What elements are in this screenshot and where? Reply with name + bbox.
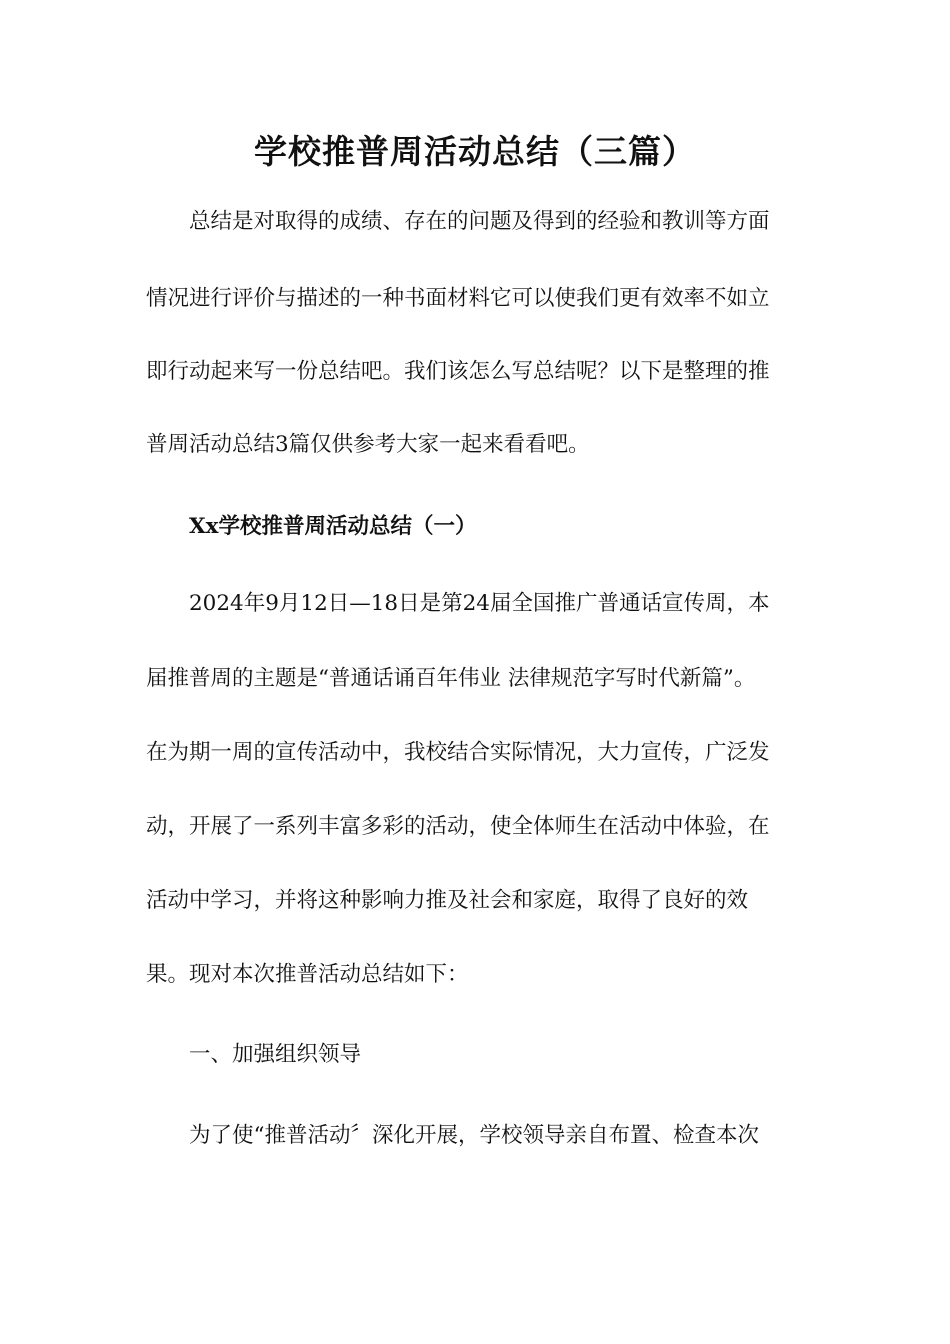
paragraph-line: 总结是对取得的成绩、存在的问题及得到的经验和教训等方面 [189,209,770,234]
paragraph-line: 普周活动总结3篇仅供参考大家一起来看看吧。 [146,432,590,457]
section-heading: Xx学校推普周活动总结（一） [189,514,477,539]
paragraph-line: 动，开展了一系列丰富多彩的活动，使全体师生在活动中体验，在 [146,814,770,839]
paragraph-line: 在为期一周的宣传活动中，我校结合实际情况，大力宣传，广泛发 [146,740,770,765]
paragraph-line: 果。现对本次推普活动总结如下： [146,962,469,987]
paragraph-line: 即行动起来写一份总结吧。我们该怎么写总结呢？以下是整理的推 [146,359,770,384]
paragraph-line: 情况进行评价与描述的一种书面材料它可以使我们更有效率不如立 [146,286,770,311]
paragraph-line: 2024年9月12日—18日是第24届全国推广普通话宣传周，本 [189,591,770,616]
paragraph-line: 届推普周的主题是“普通话诵百年伟业 法律规范字写时代新篇”。 [146,666,756,691]
paragraph-line: 为了使“推普活动〞深化开展，学校领导亲自布置、检查本次 [189,1123,759,1148]
subsection-heading: 一、加强组织领导 [189,1042,362,1067]
document-title: 学校推普周活动总结（三篇） [254,132,696,171]
paragraph-line: 活动中学习，并将这种影响力推及社会和家庭，取得了良好的效 [146,888,749,913]
